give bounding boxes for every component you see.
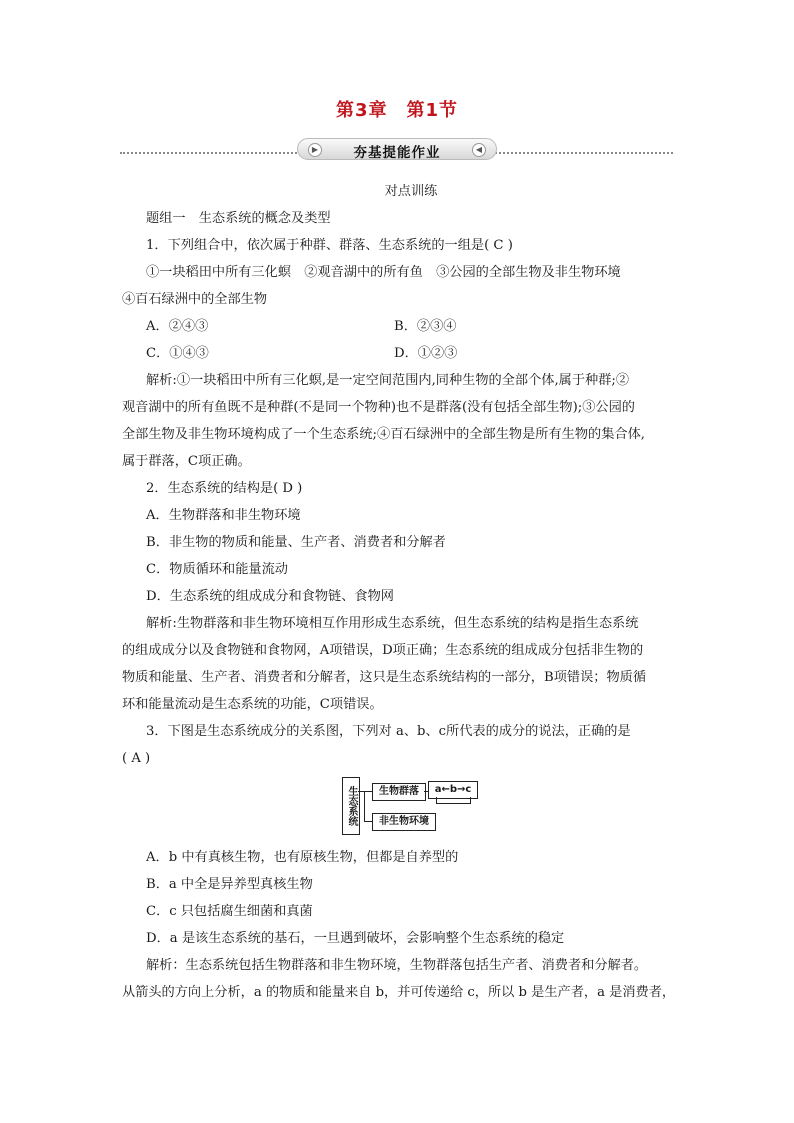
ecosystem-box: 生态系统 [342,777,360,835]
q2-analysis-line4: 环和能量流动是生态系统的功能，C项错误。 [122,697,383,712]
chapter-title: 第3章 第1节 [335,100,459,121]
q1-items-line2: ④百石绿洲中的全部生物 [122,292,268,307]
arrow-line [436,803,470,804]
q3-option-c: C．c 只包括腐生细菌和真菌 [146,904,313,919]
dotted-divider-right [488,152,673,154]
q3-option-b: B．a 中全是异养型真核生物 [146,877,313,892]
environment-box: 非生物环境 [372,813,436,831]
q2-analysis-line2: 的组成成分以及食物链和食物网，A项错误，D项正确；生态系统的组成成分包括非生物的 [122,643,644,658]
q3-stem-line2: ( A ) [122,751,151,766]
q1-analysis-line4: 属于群落，C项正确。 [122,454,251,469]
document-body [122,178,676,1006]
ecosystem-diagram [342,777,482,837]
food-chain-box: a←b→c [428,781,478,799]
q1-option-b: B．②③④ [394,319,457,334]
q3-stem-line1: 3．下图是生态系统成分的关系图，下列对 a、b、c所代表的成分的说法，正确的是 [146,724,631,739]
connector-line [358,791,372,792]
question-group-title: 题组一 生态系统的概念及类型 [146,211,331,226]
left-arrow-icon: ◀ [472,143,486,157]
q1-analysis-line2: 观音湖中的所有鱼既不是种群(不是同一个物种)也不是群落(没有包括全部生物);③公园的 [122,400,635,415]
q1-options-row2 [146,340,676,367]
section-title: 对点训练 [384,184,438,199]
arrow-line [470,797,471,804]
q1-analysis-line1: 解析:①一块稻田中所有三化螟,是一定空间范围内,同种生物的全部个体,属于种群;② [146,373,630,388]
q1-options-row1 [146,313,676,340]
q3-option-a: A．b 中有真核生物，也有原核生物，但都是自养型的 [146,850,459,865]
banner-title: 夯基提能作业 [353,145,441,161]
homework-banner [120,138,673,162]
q2-option-c: C．物质循环和能量流动 [146,562,288,577]
q1-option-a: A．②④③ [146,319,209,334]
q2-analysis-line3: 物质和能量、生产者、消费者和分解者，这只是生态系统结构的一部分，B项错误；物质循 [122,670,646,685]
connector-line [364,791,365,821]
banner-pill [297,138,497,160]
q2-analysis-line1: 解析:生物群落和非生物环境相互作用形成生态系统，但生态系统的结构是指生态系统 [146,616,639,631]
community-box: 生物群落 [372,783,426,801]
q1-option-d: D．①②③ [394,346,458,361]
q2-option-d: D．生态系统的组成成分和食物链、食物网 [146,589,394,604]
q1-items-line1: ①一块稻田中所有三化螟 ②观音湖中的所有鱼 ③公园的全部生物及非生物环境 [146,265,621,280]
dotted-divider-left [120,152,305,154]
q3-analysis-line1: 解析：生态系统包括生物群落和非生物环境，生物群落包括生产者、消费者和分解者。 [146,958,648,973]
q2-option-a: A．生物群落和非生物环境 [146,508,301,523]
q3-analysis-line2: 从箭头的方向上分析，a 的物质和能量来自 b，并可传递给 c，所以 b 是生产者，a 是消费者， [122,985,676,1000]
q2-option-b: B．非生物的物质和能量、生产者、消费者和分解者 [146,535,446,550]
right-arrow-icon: ▶ [308,143,322,157]
connector-line [364,821,372,822]
q3-option-d: D．a 是该生态系统的基石，一旦遇到破坏，会影响整个生态系统的稳定 [146,931,565,946]
q1-analysis-line3: 全部生物及非生物环境构成了一个生态系统;④百石绿洲中的全部生物是所有生物的集合体, [122,427,645,442]
q2-stem: 2．生态系统的结构是( D ) [146,481,303,496]
q1-stem: 1．下列组合中，依次属于种群、群落、生态系统的一组是( C ) [146,238,513,253]
q1-option-c: C．①④③ [146,346,209,361]
